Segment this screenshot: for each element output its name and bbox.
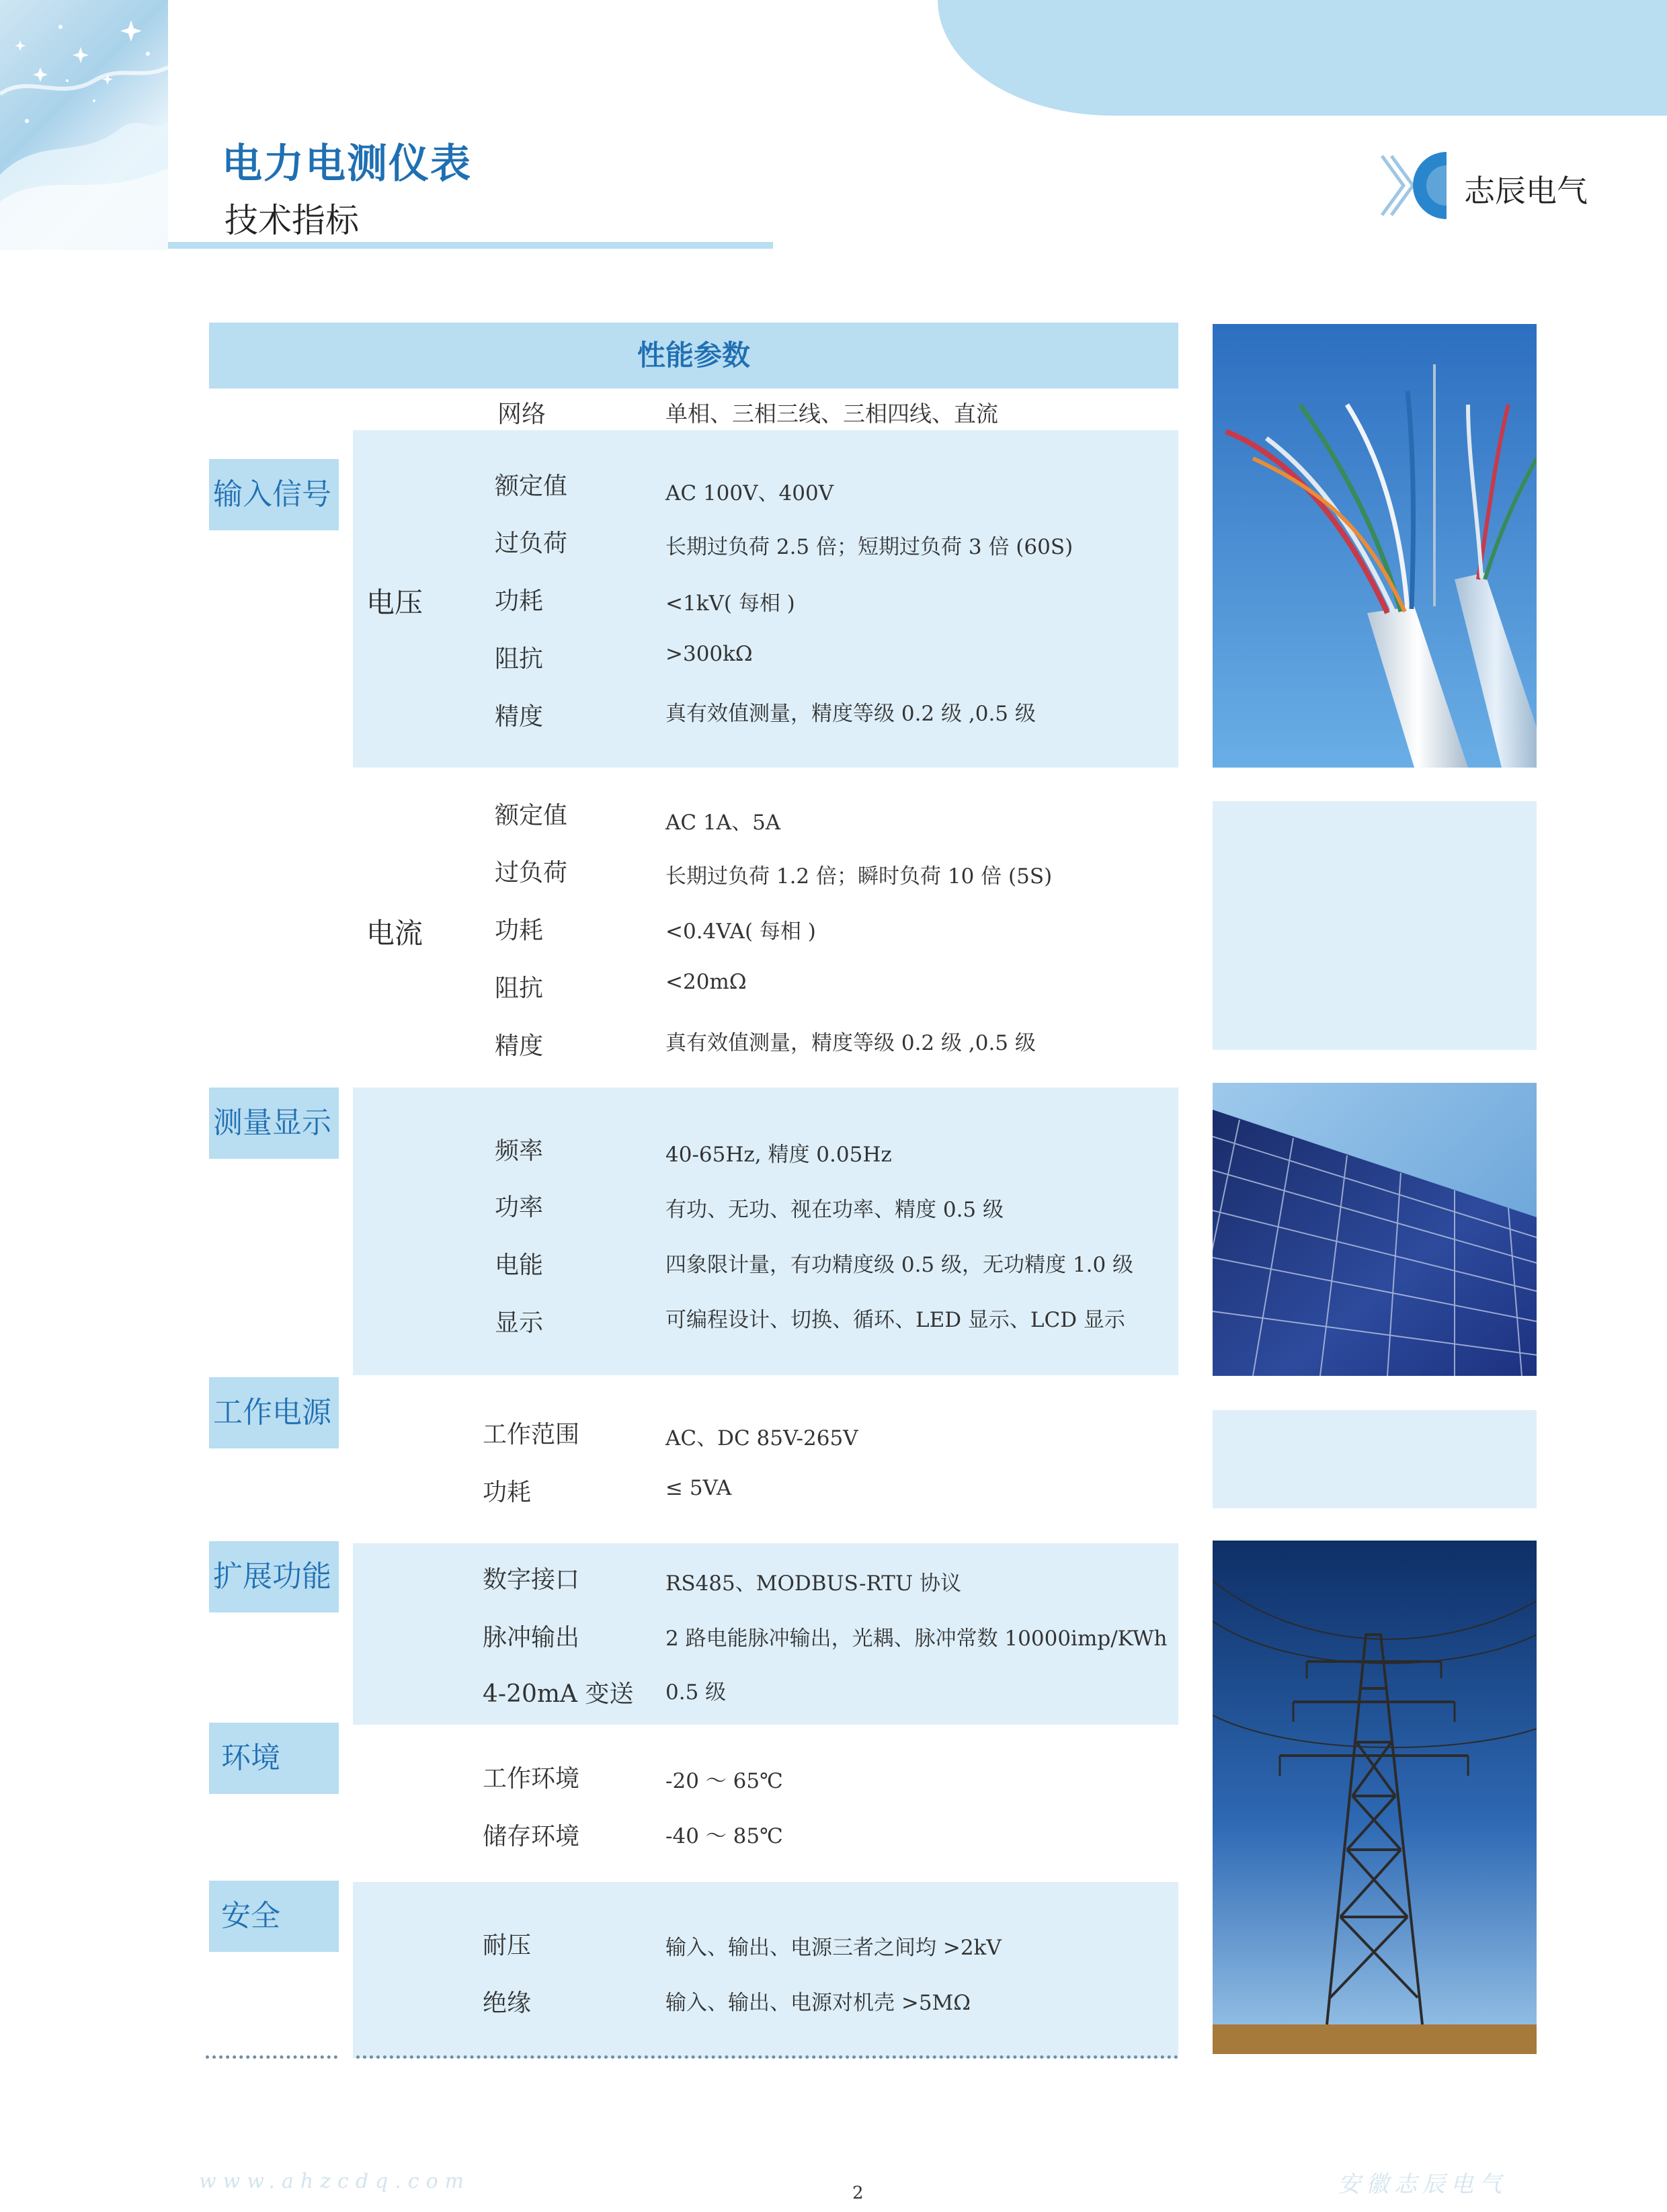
current-title: 电流 <box>366 917 423 950</box>
voltage-row-label: 阻抗 <box>495 645 544 673</box>
voltage-row-label: 额定值 <box>495 473 568 500</box>
section-safety: 安全 <box>209 1881 339 1952</box>
current-row-value: AC 1A、5A <box>665 811 781 835</box>
footer-url: www.ahzcdq.com <box>199 2170 471 2193</box>
ext-row-value: 0.5 级 <box>665 1680 727 1705</box>
measure-row-value: 四象限计量，有功精度级 0.5 级，无功精度 1.0 级 <box>665 1253 1134 1277</box>
table-bottom-rule <box>206 2055 337 2059</box>
voltage-row-value: >300kΩ <box>665 642 753 666</box>
measure-row-label: 显示 <box>495 1309 544 1337</box>
brand-name: 志辰电气 <box>1464 173 1588 209</box>
safety-row-label: 绝缘 <box>483 1990 532 2017</box>
current-row-value: <0.4VA( 每相 ) <box>665 919 816 944</box>
section-env: 环境 <box>209 1723 339 1794</box>
voltage-row-value: <1kV( 每相 ) <box>665 591 795 616</box>
network-value: 单相、三相三线、三相四线、直流 <box>665 401 998 427</box>
safety-row-value: 输入、输出、电源对机壳 >5MΩ <box>665 1991 971 2015</box>
power-row-label: 功耗 <box>483 1479 532 1506</box>
measure-row-value: 40-65Hz, 精度 0.05Hz <box>665 1143 892 1167</box>
power-row-value: ≤ 5VA <box>665 1476 732 1500</box>
image-placeholder-panel <box>1213 801 1537 1050</box>
env-row-label: 工作环境 <box>483 1765 580 1793</box>
voltage-row-value: AC 100V、400V <box>665 481 834 505</box>
power-tower-photo <box>1213 1541 1537 2054</box>
header-decoration-water <box>0 0 168 250</box>
voltage-title: 电压 <box>366 586 423 619</box>
voltage-row-value: 真有效值测量，精度等级 0.2 级 ,0.5 级 <box>665 702 1036 726</box>
footer-brand: 安徽志辰电气 <box>1338 2171 1507 2198</box>
current-row-label: 额定值 <box>495 802 568 829</box>
power-row-label: 工作范围 <box>483 1421 580 1448</box>
safety-row-value: 输入、输出、电源三者之间均 >2kV <box>665 1936 1002 1960</box>
ext-row-label: 脉冲输出 <box>483 1624 580 1651</box>
measure-row-value: 可编程设计、切换、循环、LED 显示、LCD 显示 <box>665 1308 1125 1332</box>
voltage-row-label: 精度 <box>495 703 544 731</box>
current-row-value: 长期过负荷 1.2 倍；瞬时负荷 10 倍 (5S) <box>665 864 1053 889</box>
table-bottom-rule <box>356 2055 1178 2059</box>
ext-row-label: 4-20mA 变送 <box>483 1680 634 1708</box>
current-row-label: 功耗 <box>495 917 544 944</box>
ext-row-label: 数字接口 <box>483 1566 580 1594</box>
current-row-label: 过负荷 <box>495 859 568 887</box>
title-underline <box>168 242 773 249</box>
measure-row-label: 功率 <box>495 1194 544 1221</box>
power-row-value: AC、DC 85V-265V <box>665 1426 858 1450</box>
voltage-row-value: 长期过负荷 2.5 倍；短期过负荷 3 倍 (60S) <box>665 535 1073 559</box>
ext-row-value: 2 路电能脉冲输出，光耦、脉冲常数 10000imp/KWh <box>665 1627 1168 1651</box>
env-row-value: -20 ～ 65℃ <box>665 1769 783 1793</box>
brand-logo <box>1377 151 1447 220</box>
voltage-row-label: 功耗 <box>495 587 544 615</box>
voltage-row-label: 过负荷 <box>495 530 568 557</box>
section-input: 输入信号 <box>209 459 339 530</box>
safety-band <box>353 1882 1178 2058</box>
current-row-value: <20mΩ <box>665 970 747 994</box>
measure-row-value: 有功、无功、视在功率、精度 0.5 级 <box>665 1198 1004 1222</box>
section-ext: 扩展功能 <box>209 1541 339 1612</box>
cable-photo <box>1213 324 1537 768</box>
page-title: 电力电测仪表 <box>222 140 472 188</box>
current-row-label: 精度 <box>495 1032 544 1060</box>
section-power: 工作电源 <box>209 1377 339 1448</box>
env-row-value: -40 ～ 85℃ <box>665 1824 783 1848</box>
env-row-label: 储存环境 <box>483 1823 580 1850</box>
solar-panel-photo <box>1213 1083 1537 1376</box>
safety-row-label: 耐压 <box>483 1932 532 1959</box>
measure-row-label: 电能 <box>495 1252 544 1279</box>
measure-row-label: 频率 <box>495 1137 544 1165</box>
current-row-value: 真有效值测量，精度等级 0.2 级 ,0.5 级 <box>665 1031 1036 1055</box>
ext-row-value: RS485、MODBUS-RTU 协议 <box>665 1571 961 1596</box>
image-placeholder-panel <box>1213 1410 1537 1508</box>
network-label: 网络 <box>497 401 546 428</box>
header-decoration-band <box>938 0 1667 116</box>
section-measure: 测量显示 <box>209 1088 339 1159</box>
table-header: 性能参数 <box>209 323 1178 388</box>
page-number: 2 <box>852 2183 864 2203</box>
current-row-label: 阻抗 <box>495 975 544 1002</box>
page-subtitle: 技术指标 <box>225 201 359 240</box>
